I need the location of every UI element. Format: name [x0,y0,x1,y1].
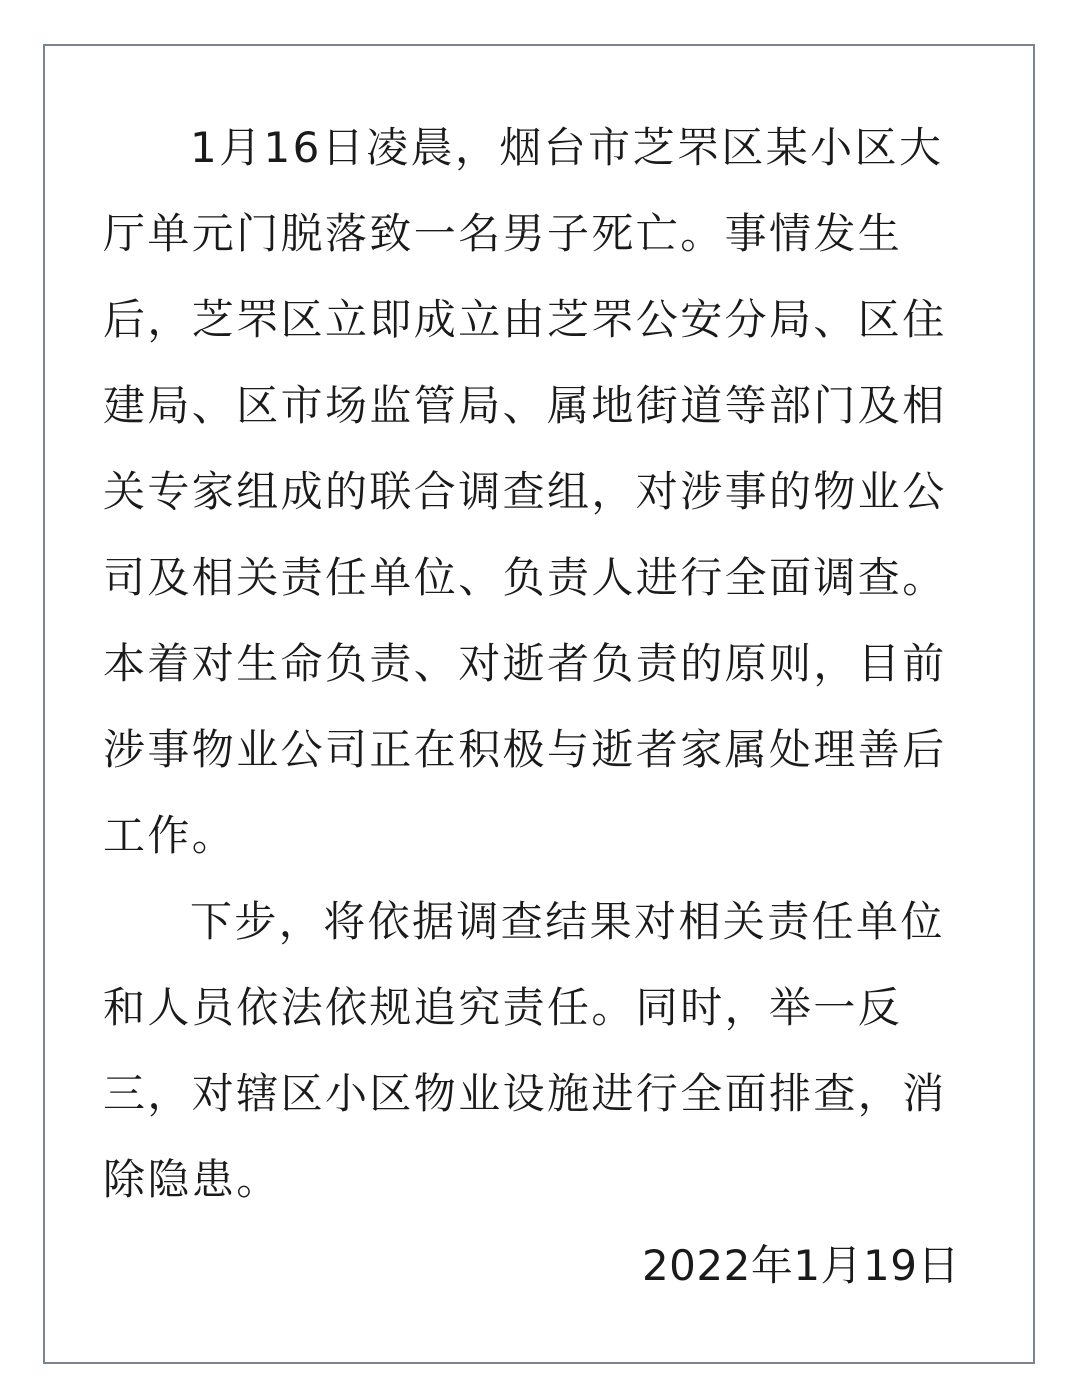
paragraph-line: 后，芝罘区立即成立由芝罘公安分局、区住 [103,295,947,344]
paragraph-line: 除隐患。 [103,1155,281,1204]
paragraph-line: 1月16日凌晨，烟台市芝罘区某小区大 [190,123,944,172]
paragraph-line: 工作。 [103,811,237,860]
paragraph-line: 关专家组成的联合调查组，对涉事的物业公 [103,467,947,516]
notice-date: 2022年1月19日 [641,1241,960,1290]
paragraph-line: 厅单元门脱落致一名男子死亡。事情发生 [103,209,903,258]
paragraph-line: 建局、区市场监管局、属地街道等部门及相 [103,381,947,430]
paragraph-line: 和人员依法依规追究责任。同时，举一反 [103,983,903,1032]
paragraph-line: 下步，将依据调查结果对相关责任单位 [190,897,945,946]
paragraph-line: 本着对生命负责、对逝者负责的原则，目前 [103,639,947,688]
paragraph-line: 涉事物业公司正在积极与逝者家属处理善后 [103,725,947,774]
paragraph-line: 司及相关责任单位、负责人进行全面调查。 [103,553,947,602]
paragraph-line: 三，对辖区小区物业设施进行全面排查，消 [103,1069,947,1118]
